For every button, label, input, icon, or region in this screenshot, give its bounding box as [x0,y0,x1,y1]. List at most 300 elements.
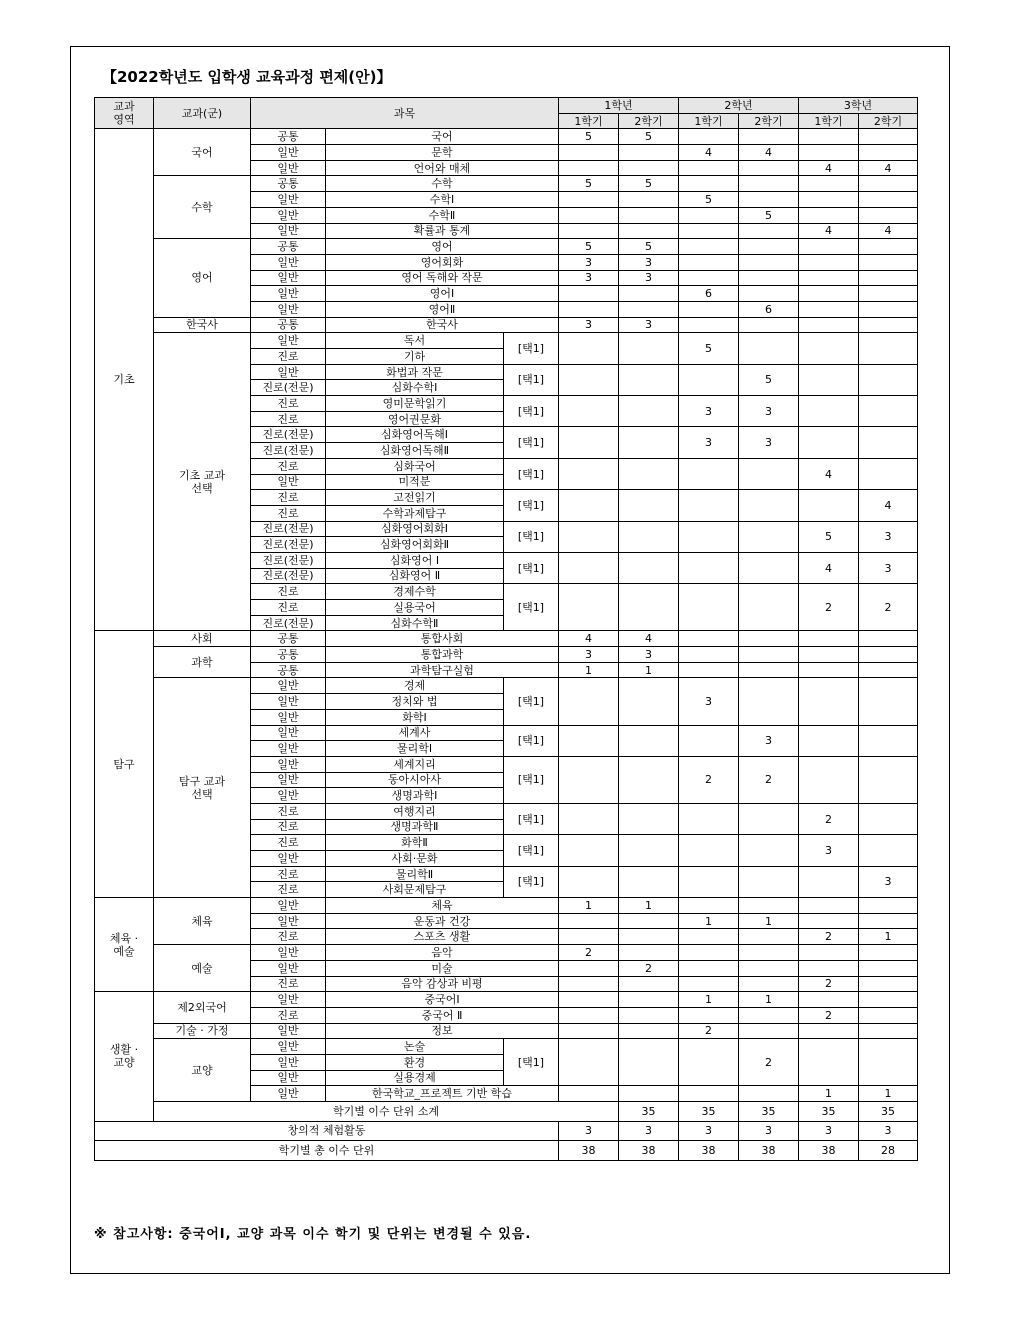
table-cell: 2 [679,1023,739,1039]
table-cell: 일반 [251,301,326,317]
table-cell: 진로(전문) [251,568,326,584]
table-cell [679,239,739,255]
table-cell: 진로 [251,882,326,898]
table-cell [619,207,679,223]
table-cell: 5 [559,176,619,192]
table-cell [679,929,739,945]
table-cell [799,1039,859,1086]
table-cell: 6 [739,301,799,317]
table-cell: 정치와 법 [326,694,504,710]
table-cell: 5 [679,192,739,208]
table-cell: [택1] [504,490,559,521]
table-cell [679,176,739,192]
table-cell: 미적분 [326,474,504,490]
header-row [95,98,918,114]
table-cell: 교양 [154,1039,251,1102]
table-cell: 진로 [251,349,326,365]
table-row [95,678,918,694]
table-cell: [택1] [504,725,559,756]
table-cell [859,427,918,458]
header-year: 1학년 [559,98,679,114]
table-cell: 1 [559,662,619,678]
summary-value: 38 [559,1141,619,1161]
table-cell [739,835,799,866]
table-cell [619,490,679,521]
table-cell [679,803,739,834]
table-cell [859,317,918,333]
table-cell [559,913,619,929]
table-cell: 영어 독해와 작문 [326,270,559,286]
table-cell [799,898,859,914]
table-cell [859,960,918,976]
table-cell [799,427,859,458]
table-row [95,129,918,145]
table-cell: 물리학Ⅱ [326,866,504,882]
table-row [95,317,918,333]
table-cell [799,960,859,976]
table-cell [619,1086,679,1102]
header-semester: 1학기 [559,113,619,129]
table-cell: 3 [799,835,859,866]
table-cell: 1 [739,913,799,929]
summary-value: 38 [799,1141,859,1161]
table-cell: 3 [739,396,799,427]
table-cell: 일반 [251,254,326,270]
table-cell [679,521,739,552]
table-cell: 실용국어 [326,600,504,616]
table-cell [559,976,619,992]
table-cell: 정보 [326,1023,559,1039]
table-cell: 진로 [251,819,326,835]
table-cell [559,1086,619,1102]
table-cell: 4 [559,631,619,647]
table-cell: 진로(전문) [251,443,326,459]
table-cell [559,427,619,458]
table-cell [679,301,739,317]
table-cell [679,976,739,992]
table-cell [559,396,619,427]
table-cell: 확률과 통계 [326,223,559,239]
table-cell: 일반 [251,945,326,961]
table-cell [859,254,918,270]
table-cell [799,647,859,663]
table-cell [799,333,859,364]
table-cell: 일반 [251,1054,326,1070]
table-cell: 2 [799,1007,859,1023]
table-cell [619,223,679,239]
table-cell: [택1] [504,396,559,427]
table-cell: 중국어Ⅰ [326,992,559,1008]
table-cell [679,631,739,647]
table-cell [679,945,739,961]
table-cell [859,913,918,929]
table-cell: 2 [799,584,859,631]
table-cell: [택1] [504,756,559,803]
table-cell: 영어회화 [326,254,559,270]
table-cell [859,803,918,834]
table-cell [559,835,619,866]
table-cell: 심화영어회화Ⅰ [326,521,504,537]
table-cell: 문학 [326,145,559,161]
table-cell [559,552,619,583]
table-cell [859,176,918,192]
table-cell [739,490,799,521]
table-row [95,333,918,349]
table-cell [859,145,918,161]
table-cell: 과학탐구실험 [326,662,559,678]
table-cell [559,160,619,176]
reference-note: ※ 참고사항: 중국어Ⅰ, 교양 과목 이수 학기 및 단위는 변경될 수 있음. [94,1227,532,1242]
table-cell: 화학Ⅰ [326,709,504,725]
table-cell [739,960,799,976]
table-cell: 1 [619,662,679,678]
table-cell [859,1039,918,1086]
table-cell [799,207,859,223]
table-cell: 3 [559,270,619,286]
table-cell [619,396,679,427]
table-cell [739,1086,799,1102]
table-cell: 진로(전문) [251,380,326,396]
table-cell [559,207,619,223]
table-cell [859,1023,918,1039]
table-cell [739,662,799,678]
table-cell: 화법과 작문 [326,364,504,380]
table-cell: 일반 [251,1039,326,1055]
table-cell: 일반 [251,1070,326,1086]
table-cell: 1 [559,898,619,914]
table-cell: 일반 [251,270,326,286]
table-cell: 사회 [154,631,251,647]
table-cell: 일반 [251,333,326,349]
table-cell [799,145,859,161]
table-cell [739,647,799,663]
table-cell [799,364,859,395]
table-cell: 탐구 [95,631,154,898]
table-cell: 통합사회 [326,631,559,647]
table-cell [859,333,918,364]
table-cell: 수학 [154,176,251,239]
table-cell [859,129,918,145]
table-cell: 2 [799,976,859,992]
table-cell [859,270,918,286]
table-cell: 체육 [154,898,251,945]
table-cell [859,898,918,914]
table-cell: 일반 [251,772,326,788]
table-cell [799,678,859,725]
table-row [95,1023,918,1039]
table-cell [619,160,679,176]
table-cell [859,1007,918,1023]
table-cell: 일반 [251,725,326,741]
table-cell [799,725,859,756]
table-cell: 1 [679,913,739,929]
table-cell: 과학 [154,647,251,678]
table-cell: 4 [799,223,859,239]
table-cell: 3 [619,647,679,663]
table-cell: 5 [739,364,799,395]
table-cell [859,756,918,803]
table-cell [799,254,859,270]
table-cell: 생활 · 교양 [95,992,154,1121]
table-cell: 생명과학Ⅰ [326,788,504,804]
table-cell: 일반 [251,145,326,161]
table-cell [799,192,859,208]
summary-label: 학기별 총 이수 단위 [95,1141,559,1161]
table-cell: 일반 [251,960,326,976]
table-cell [619,584,679,631]
table-cell: 국어 [154,129,251,176]
table-cell: 1 [859,929,918,945]
table-cell: 3 [559,254,619,270]
header-semester: 2학기 [619,113,679,129]
summary-value: 3 [859,1121,918,1141]
table-cell [559,490,619,521]
table-cell [799,631,859,647]
table-cell [799,129,859,145]
table-cell: 3 [619,270,679,286]
table-cell: 일반 [251,1086,326,1102]
table-cell [679,960,739,976]
table-cell: 심화영어회화Ⅱ [326,537,504,553]
table-cell: 5 [619,176,679,192]
table-cell [619,756,679,803]
table-cell: 일반 [251,207,326,223]
table-cell: 진로 [251,505,326,521]
table-cell: 미술 [326,960,559,976]
table-cell: [택1] [504,803,559,834]
table-row [95,992,918,1008]
table-cell: 공통 [251,662,326,678]
table-cell [679,270,739,286]
header-semester: 2학기 [739,113,799,129]
table-cell: 예술 [154,945,251,992]
table-cell [619,333,679,364]
table-cell: 공통 [251,129,326,145]
table-cell [799,239,859,255]
summary-row [95,1121,918,1141]
table-cell [739,254,799,270]
table-cell [799,396,859,427]
table-cell: 환경 [326,1054,504,1070]
table-cell [739,333,799,364]
table-cell: [택1] [504,678,559,725]
table-cell [559,223,619,239]
summary-value: 28 [859,1141,918,1161]
table-cell: 한국사 [326,317,559,333]
table-cell [859,662,918,678]
table-cell: 진로(전문) [251,615,326,631]
table-cell: 2 [739,1039,799,1086]
table-cell [739,803,799,834]
table-cell: 3 [619,317,679,333]
table-cell [559,333,619,364]
table-cell [679,1007,739,1023]
table-cell: 일반 [251,898,326,914]
table-cell: 진로 [251,600,326,616]
table-cell: 탐구 교과 선택 [154,678,251,898]
table-cell: 심화영어독해Ⅱ [326,443,504,459]
table-cell [859,364,918,395]
table-cell [619,913,679,929]
table-cell [859,945,918,961]
table-cell [619,458,679,489]
table-cell: 1 [679,992,739,1008]
summary-value: 35 [859,1102,918,1122]
table-cell: 4 [859,223,918,239]
header-semester: 1학기 [679,113,739,129]
table-cell [739,976,799,992]
table-cell [859,678,918,725]
table-cell [619,976,679,992]
table-cell: 1 [739,992,799,1008]
curriculum-table [94,97,918,1161]
table-cell: 진로 [251,866,326,882]
table-cell [679,725,739,756]
table-cell [559,756,619,803]
table-cell [559,992,619,1008]
table-cell: 2 [739,756,799,803]
table-cell [619,929,679,945]
summary-value: 3 [559,1121,619,1141]
summary-value: 35 [619,1102,679,1122]
table-cell: 2 [679,756,739,803]
table-cell [559,301,619,317]
table-cell: 중국어 Ⅱ [326,1007,559,1023]
header-subject: 과목 [251,98,559,129]
table-cell: 3 [679,396,739,427]
summary-value: 38 [739,1141,799,1161]
document-title: 【2022학년도 입학생 교육과정 편제(안)】 [102,68,392,86]
summary-value: 3 [619,1121,679,1141]
table-cell [619,552,679,583]
table-cell: [택1] [504,427,559,458]
table-cell [559,192,619,208]
table-cell: 4 [859,160,918,176]
table-cell [619,992,679,1008]
summary-value: 3 [799,1121,859,1141]
table-cell [679,207,739,223]
table-cell: 영어 [326,239,559,255]
table-cell: 진로 [251,458,326,474]
table-cell: 2 [799,803,859,834]
table-cell: 4 [679,145,739,161]
table-cell [799,286,859,302]
table-cell: 국어 [326,129,559,145]
table-cell: 3 [859,866,918,897]
table-cell: 3 [559,647,619,663]
table-cell: 2 [559,945,619,961]
table-cell [679,129,739,145]
table-cell [619,945,679,961]
table-cell [739,1007,799,1023]
table-cell [739,584,799,631]
table-cell [799,992,859,1008]
table-cell [739,866,799,897]
table-cell: 고전읽기 [326,490,504,506]
table-cell: 영미문학읽기 [326,396,504,412]
table-cell: 음악 감상과 비평 [326,976,559,992]
table-cell [679,223,739,239]
table-cell: 경제수학 [326,584,504,600]
table-cell: 화학Ⅱ [326,835,504,851]
table-cell [619,364,679,395]
table-row [95,176,918,192]
table-cell [859,192,918,208]
table-cell: 심화국어 [326,458,504,474]
table-cell: 진로 [251,976,326,992]
header-area: 교과 영역 [95,98,154,129]
table-cell [619,301,679,317]
table-cell [619,866,679,897]
table-cell [679,1039,739,1086]
table-cell: 기술 · 가정 [154,1023,251,1039]
table-cell [739,552,799,583]
table-cell [559,678,619,725]
table-cell: 5 [739,207,799,223]
table-cell: 3 [679,427,739,458]
table-cell: 4 [619,631,679,647]
table-cell: 세계사 [326,725,504,741]
table-row [95,898,918,914]
table-cell: 진로(전문) [251,537,326,553]
table-cell: 5 [679,333,739,364]
table-cell: 5 [619,129,679,145]
table-cell [679,317,739,333]
table-cell [679,458,739,489]
table-cell: 수학과제탐구 [326,505,504,521]
table-cell: 일반 [251,192,326,208]
table-cell: 5 [619,239,679,255]
table-cell: 진로 [251,490,326,506]
table-cell [739,521,799,552]
table-cell [799,317,859,333]
table-cell [559,145,619,161]
summary-value: 3 [739,1121,799,1141]
table-cell [859,647,918,663]
header-semester: 2학기 [859,113,918,129]
table-cell: 2 [619,960,679,976]
table-cell: 4 [739,145,799,161]
table-cell: 진로 [251,803,326,819]
table-cell [739,898,799,914]
table-cell [799,913,859,929]
table-cell: 일반 [251,223,326,239]
summary-value: 35 [739,1102,799,1122]
table-cell: 진로 [251,396,326,412]
table-cell: [택1] [504,1039,559,1086]
table-cell: 세계지리 [326,756,504,772]
table-cell: 일반 [251,364,326,380]
table-cell: 독서 [326,333,504,349]
table-cell [559,725,619,756]
header-group: 교과(군) [154,98,251,129]
table-cell [739,678,799,725]
summary-label: 학기별 이수 단위 소계 [154,1102,619,1122]
table-cell: 5 [559,239,619,255]
table-cell [739,160,799,176]
table-cell [739,458,799,489]
table-cell: [택1] [504,333,559,364]
table-cell [799,301,859,317]
table-cell: [택1] [504,364,559,395]
table-cell: 4 [799,458,859,489]
table-cell: 심화수학Ⅰ [326,380,504,396]
table-cell [739,176,799,192]
table-cell: 3 [739,427,799,458]
table-cell [679,584,739,631]
table-cell: 진로 [251,929,326,945]
table-cell: 일반 [251,851,326,867]
